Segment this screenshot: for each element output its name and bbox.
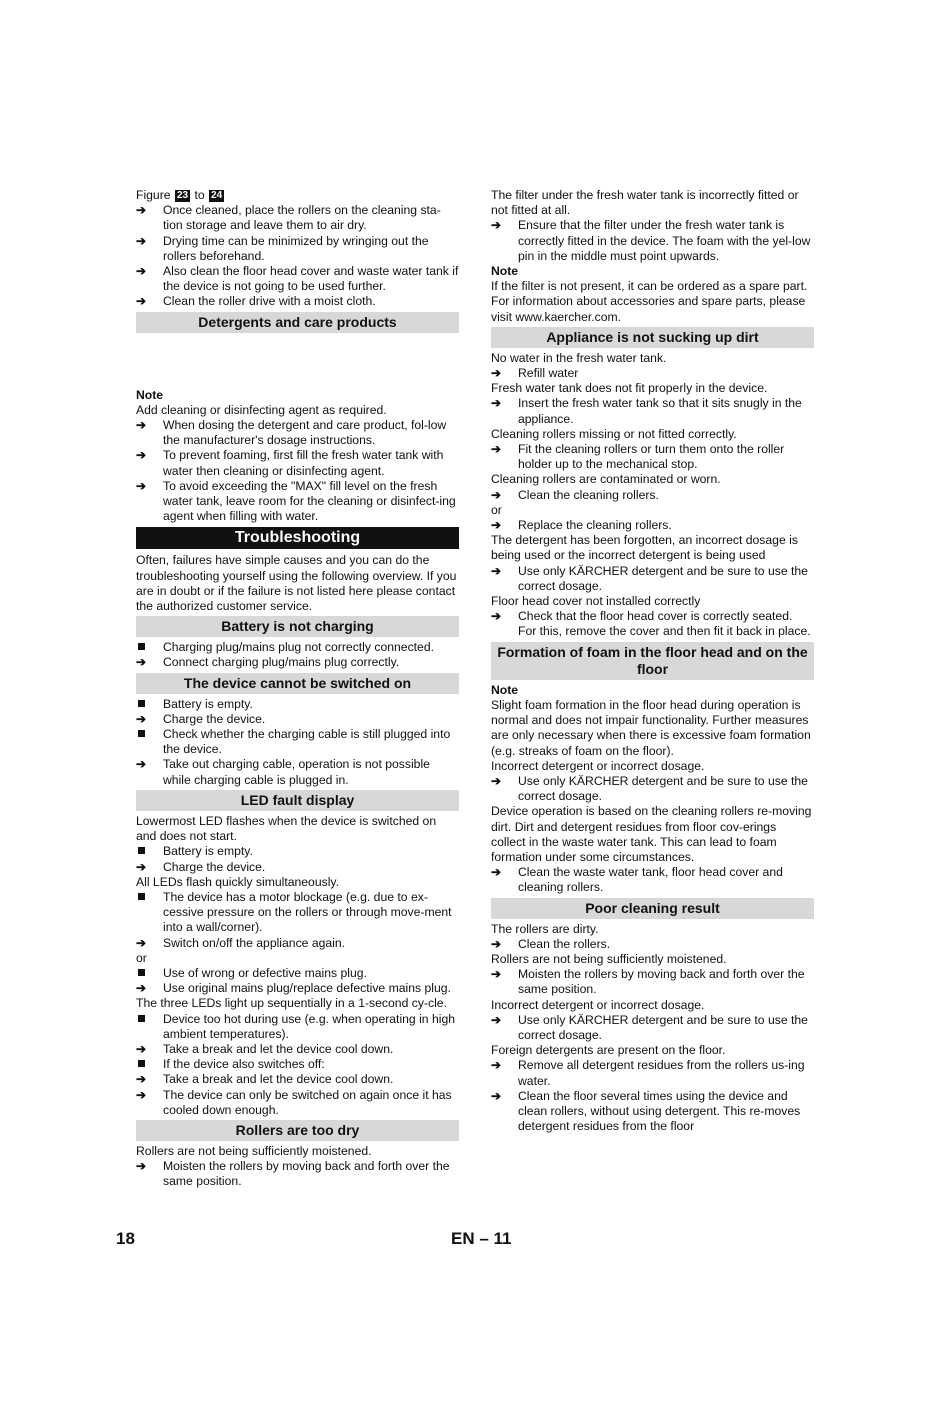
remedy-text: Use only KÄRCHER detergent and be sure to use the correct dosage. xyxy=(518,773,808,804)
arrow-icon xyxy=(136,479,156,494)
remedy-item xyxy=(136,1088,459,1118)
cause-text: Rollers are not being sufficiently moistened. xyxy=(491,951,727,966)
square-bullet-icon xyxy=(136,1012,156,1027)
arrow-icon xyxy=(136,448,156,463)
detergents-heading: Detergents and care products xyxy=(136,312,459,333)
arrow-icon xyxy=(136,1088,156,1103)
remedy-text: Moisten the rollers by moving back and forth over the same position. xyxy=(163,1159,450,1189)
left-column xyxy=(136,188,459,1190)
right-column xyxy=(491,188,814,1134)
remedy-text: Clean the cleaning rollers. xyxy=(518,487,659,502)
arrow-icon xyxy=(491,518,511,533)
remedy-text: Clean the floor several times using the device and clean rollers, without using detergent. This re-moves detergent residues from the floor xyxy=(518,1088,801,1134)
remedy-text: The device can only be switched on again once it has cooled down enough. xyxy=(163,1087,452,1117)
remedy-text: Use only KÄRCHER detergent and be sure to use the correct dosage. xyxy=(518,563,808,593)
remedy-text: Moisten the rollers by moving back and forth over the same position. xyxy=(518,967,805,997)
foam-text: Slight foam formation in the floor head during operation is normal and does not impair functionality. Further measures are only necessary when there is excessive foam formation (e.g. streaks of foam on the floor). xyxy=(491,697,811,758)
remedy-text: Charge the device. xyxy=(163,711,266,726)
remedy-item xyxy=(491,865,814,895)
cause-text: The device has a motor blockage (e.g. due to ex-cessive pressure on the rollers or through move-ment into a wall/corner). xyxy=(163,889,452,935)
remedy-text: Charge the device. xyxy=(163,859,266,874)
figure-to: to xyxy=(194,188,205,202)
arrow-icon xyxy=(136,1072,156,1087)
remedy-text: Switch on/off the appliance again. xyxy=(163,935,346,950)
cause-item xyxy=(136,1012,459,1042)
cause-item xyxy=(136,640,459,655)
arrow-icon xyxy=(491,1058,511,1073)
step-text: Also clean the floor head cover and waste water tank if the device is not going to be used further. xyxy=(163,264,459,294)
arrow-icon xyxy=(491,442,511,457)
note-label: Note xyxy=(136,387,164,402)
remedy-item xyxy=(136,981,459,996)
cause-text: Fresh water tank does not fit properly in the device. xyxy=(491,381,768,396)
cause-item xyxy=(136,1057,459,1072)
note-label: Note xyxy=(491,264,519,279)
remedy-item xyxy=(136,757,459,787)
cause-text: Charging plug/mains plug not correctly connected. xyxy=(163,640,434,655)
foam-heading: Formation of foam in the floor head and on the floor xyxy=(491,642,814,680)
note-text: Add cleaning or disinfecting agent as required. xyxy=(136,402,387,417)
square-bullet-icon xyxy=(136,1057,156,1072)
remedy-text: Clean the waste water tank, floor head cover and cleaning rollers. xyxy=(518,865,783,895)
remedy-item xyxy=(491,1013,814,1043)
step-text: Once cleaned, place the rollers on the cleaning sta-tion storage and leave them to air dry. xyxy=(163,203,441,233)
arrow-icon xyxy=(491,865,511,880)
troubleshooting-intro: Often, failures have simple causes and you can do the troubleshooting yourself using the following overview. If you are in doubt or if the failure is not listed here please contact the authorized customer service. xyxy=(136,553,457,614)
remedy-text: Replace the cleaning rollers. xyxy=(518,518,672,533)
troubleshooting-heading: Troubleshooting xyxy=(136,527,459,549)
remedy-item xyxy=(491,366,814,381)
arrow-icon xyxy=(491,967,511,982)
remedy-item xyxy=(491,937,814,952)
arrow-icon xyxy=(491,488,511,503)
poor-cleaning-heading: Poor cleaning result xyxy=(491,898,814,919)
arrow-icon xyxy=(491,937,511,952)
remedy-text: Use original mains plug/replace defective mains plug. xyxy=(163,981,451,996)
or-text: or xyxy=(136,950,147,965)
arrow-icon xyxy=(491,609,511,624)
square-bullet-icon xyxy=(136,640,156,655)
cause-text: Foreign detergents are present on the floor. xyxy=(491,1043,726,1058)
figure-reference xyxy=(136,188,459,203)
remedy-text: Ensure that the filter under the fresh water tank is correctly fitted in the device. The foam with the yel-low pin in the middle must point upwards. xyxy=(518,218,811,263)
remedy-item xyxy=(491,609,814,639)
cause-text: Battery is empty. xyxy=(163,844,253,859)
remedy-text: Insert the fresh water tank so that it sits snugly in the appliance. xyxy=(518,396,802,426)
remedy-item xyxy=(491,218,814,264)
not-sucking-heading: Appliance is not sucking up dirt xyxy=(491,327,814,348)
cause-text: Battery is empty. xyxy=(163,696,253,711)
square-bullet-icon xyxy=(136,727,156,742)
detergent-step xyxy=(136,448,459,478)
arrow-icon xyxy=(136,981,156,996)
arrow-icon xyxy=(136,860,156,875)
remedy-text: Check that the floor head cover is correctly seated. For this, remove the cover and then fit it back in place. xyxy=(518,609,811,639)
roller-step xyxy=(136,294,459,309)
rollers-dry-heading: Rollers are too dry xyxy=(136,1120,459,1141)
note-text: If the filter is not present, it can be ordered as a spare part. xyxy=(491,279,808,294)
cause-text: Use of wrong or defective mains plug. xyxy=(163,965,367,980)
cause-text: Floor head cover not installed correctly xyxy=(491,594,701,609)
figure-prefix: Figure xyxy=(136,188,171,202)
cause-text: Incorrect detergent or incorrect dosage. xyxy=(491,758,705,773)
arrow-icon xyxy=(136,757,156,772)
remedy-text: Use only KÄRCHER detergent and be sure to use the correct dosage. xyxy=(518,1012,808,1042)
arrow-icon xyxy=(136,936,156,951)
remedy-text: Clean the rollers. xyxy=(518,936,611,951)
remedy-item xyxy=(491,488,814,503)
cause-text: Incorrect detergent or incorrect dosage. xyxy=(491,997,705,1012)
arrow-icon xyxy=(491,218,511,233)
cause-text: The detergent has been forgotten, an incorrect dosage is being used or the incorrect detergent is being used xyxy=(491,533,798,563)
roller-step xyxy=(136,234,459,264)
remedy-item xyxy=(136,1159,459,1189)
remedy-item xyxy=(491,396,814,426)
remedy-text: Take a break and let the device cool down. xyxy=(163,1072,394,1087)
detergent-step xyxy=(136,479,459,525)
cause-text: Device too hot during use (e.g. when operating in high ambient temperatures). xyxy=(163,1011,456,1041)
remedy-text: Fit the cleaning rollers or turn them onto the roller holder up to the mechanical stop. xyxy=(518,442,785,472)
arrow-icon xyxy=(136,234,156,249)
led-fault-heading: LED fault display xyxy=(136,790,459,811)
arrow-icon xyxy=(136,1042,156,1057)
square-bullet-icon xyxy=(136,966,156,981)
cause-item xyxy=(136,727,459,757)
arrow-icon xyxy=(491,774,511,789)
arrow-icon xyxy=(491,1013,511,1028)
remedy-item xyxy=(491,564,814,594)
remedy-item xyxy=(136,860,459,875)
arrow-icon xyxy=(491,396,511,411)
arrow-icon xyxy=(136,264,156,279)
page-number: 18 xyxy=(116,1229,135,1248)
cause-text: Cleaning rollers are contaminated or worn. xyxy=(491,472,721,487)
step-text: Clean the roller drive with a moist cloth. xyxy=(163,294,376,309)
switch-on-heading: The device cannot be switched on xyxy=(136,673,459,694)
cause-text: Cleaning rollers missing or not fitted correctly. xyxy=(491,426,737,441)
square-bullet-icon xyxy=(136,890,156,905)
remedy-item xyxy=(491,967,814,997)
cause-item xyxy=(136,966,459,981)
remedy-item xyxy=(136,1042,459,1057)
cause-text: If the device also switches off: xyxy=(163,1057,325,1072)
figure-number-b: 24 xyxy=(211,190,223,201)
remedy-item xyxy=(136,1072,459,1087)
remedy-text: Connect charging plug/mains plug correctly. xyxy=(163,655,400,670)
arrow-icon xyxy=(491,564,511,579)
remedy-item xyxy=(491,442,814,472)
remedy-item xyxy=(136,655,459,670)
led-text: All LEDs flash quickly simultaneously. xyxy=(136,874,339,889)
remedy-item xyxy=(491,774,814,804)
remedy-item xyxy=(136,712,459,727)
cause-text: Device operation is based on the cleaning rollers re-moving dirt. Dirt and detergent residues from floor cov-erings collect in the waste water tank. This can lead to foam formation under some circumstances. xyxy=(491,804,812,864)
cause-item xyxy=(136,697,459,712)
remedy-text: Refill water xyxy=(518,366,579,381)
square-bullet-icon xyxy=(136,697,156,712)
arrow-icon xyxy=(136,655,156,670)
arrow-icon xyxy=(491,1089,511,1104)
remedy-text: Take a break and let the device cool down. xyxy=(163,1041,394,1056)
arrow-icon xyxy=(136,1159,156,1174)
page-label: EN – 11 xyxy=(451,1229,512,1248)
step-text: To avoid exceeding the "MAX" fill level on the fresh water tank, leave room for the cleaning or disinfect-ing agent when filling with water. xyxy=(163,478,456,524)
led-text: The three LEDs light up sequentially in a 1-second cy-cle. xyxy=(136,996,447,1011)
cause-item xyxy=(136,890,459,936)
image-placeholder-space xyxy=(136,336,459,388)
filter-text: The filter under the fresh water tank is incorrectly fitted or not fitted at all. xyxy=(491,188,799,218)
cause-text: The rollers are dirty. xyxy=(491,921,599,936)
figure-number-a: 23 xyxy=(176,190,189,201)
step-text: When dosing the detergent and care product, fol-low the manufacturer's dosage instructions. xyxy=(163,418,447,448)
roller-step xyxy=(136,264,459,294)
note-text: For information about accessories and spare parts, please visit www.kaercher.com. xyxy=(491,294,806,324)
led-text: Lowermost LED flashes when the device is switched on and does not start. xyxy=(136,813,437,844)
roller-step xyxy=(136,203,459,233)
cause-text: Check whether the charging cable is still plugged into the device. xyxy=(163,727,451,757)
dry-text: Rollers are not being sufficiently moistened. xyxy=(136,1143,372,1158)
arrow-icon xyxy=(136,203,156,218)
remedy-text: Take out charging cable, operation is not possible while charging cable is plugged in. xyxy=(163,757,430,787)
step-text: Drying time can be minimized by wringing out the rollers beforehand. xyxy=(163,233,429,263)
arrow-icon xyxy=(491,366,511,381)
step-text: To prevent foaming, first fill the fresh water tank with water then cleaning or disinfecting agent. xyxy=(163,448,444,478)
arrow-icon xyxy=(136,712,156,727)
remedy-item xyxy=(491,518,814,533)
note-label: Note xyxy=(491,682,519,697)
remedy-item xyxy=(491,1058,814,1088)
remedy-item xyxy=(136,936,459,951)
cause-text: No water in the fresh water tank. xyxy=(491,350,667,365)
arrow-icon xyxy=(136,418,156,433)
remedy-text: Remove all detergent residues from the rollers us-ing water. xyxy=(518,1058,805,1088)
detergent-step xyxy=(136,418,459,448)
battery-heading: Battery is not charging xyxy=(136,616,459,637)
or-text: or xyxy=(491,502,502,517)
cause-item xyxy=(136,844,459,859)
remedy-item xyxy=(491,1089,814,1135)
arrow-icon xyxy=(136,294,156,309)
square-bullet-icon xyxy=(136,844,156,859)
